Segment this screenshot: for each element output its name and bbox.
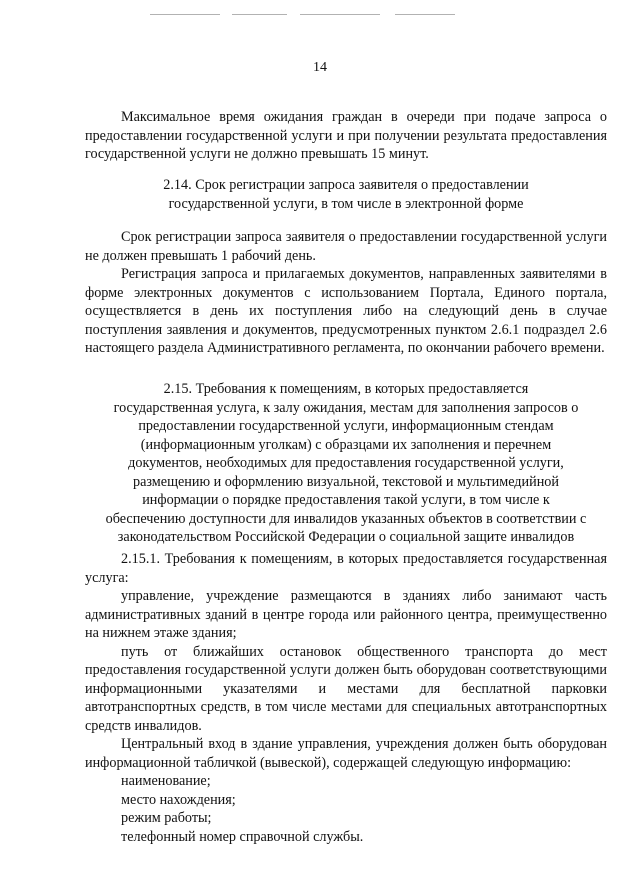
heading-line: документов, необходимых для предоставления государственной услуги,: [128, 455, 564, 471]
paragraph: Регистрация запроса и прилагаемых документов, направленных заявителями в форме электронных документов с использованием Портала, Единого портала, осуществляется в день их поступления либо на следующий день в случае поступления заявления и документов, предусмотренных пунктом 2.6.1 подраздел 2.6 настоящего раздела Административного регламента, по окончании рабочего времени.: [85, 266, 607, 356]
section-2-15-body: [85, 550, 607, 846]
heading-line: (информационным уголкам) с образцами их заполнения и перечнем: [140, 436, 552, 453]
list-item: наименование;: [121, 773, 211, 789]
paragraph: Центральный вход в здание управления, учреждения должен быть оборудован информационной табличкой (вывеской), содержащей следующую информацию:: [85, 736, 607, 771]
paragraph: путь от ближайших остановок общественного транспорта до мест предоставления государственной услуги должен быть оборудован соответствующими информационными указателями и местами для бесплатной парковки автотранспортных средств, в том числе местами для специальных автотранспортных средств инвалидов.: [85, 643, 607, 734]
heading-line: государственная услуга, к залу ожидания, местам для заполнения запросов о: [113, 399, 579, 416]
scan-artifact-line: [0, 14, 640, 20]
list-item: телефонный номер справочной службы.: [121, 828, 364, 845]
heading-line: размещению и оформлению визуальной, текстовой и мультимедийной: [133, 473, 559, 490]
list-item: место нахождения;: [121, 791, 236, 808]
heading-line: 2.15. Требования к помещениям, в которых предоставляется: [163, 381, 529, 397]
section-heading-2-15: [85, 380, 607, 547]
heading-line: информации о порядке предоставления такой услуги, в том числе к: [142, 492, 550, 508]
paragraph: Максимальное время ожидания граждан в очереди при подаче запроса о предоставлении государственной услуги и при получении результата предоставления государственной услуги не должно превышать 15 минут.: [85, 109, 607, 162]
page-number: 14: [313, 60, 327, 75]
paragraph: 2.15.1. Требования к помещениям, в которых предоставляется государственная услуга:: [85, 551, 607, 586]
paragraph: Срок регистрации запроса заявителя о предоставлении государственной услуги не должен превышать 1 рабочий день.: [85, 229, 607, 264]
heading-line: предоставлении государственной услуги, информационным стендам: [138, 418, 554, 434]
section-2-14-body: [85, 228, 607, 358]
list-item: режим работы;: [121, 810, 212, 826]
paragraph: управление, учреждение размещаются в зданиях либо занимают часть административных зданий в центре города или районного центра, преимущественно на нижнем этаже здания;: [85, 588, 607, 641]
heading-line: государственной услуги, в том числе в электронной форме: [168, 195, 524, 212]
heading-line: обеспечению доступности для инвалидов указанных объектов в соответствии с: [105, 510, 587, 527]
intro-block: [85, 108, 607, 164]
section-heading-2-14: [85, 176, 607, 213]
heading-line: законодательством Российской Федерации о социальной защите инвалидов: [117, 529, 575, 545]
heading-line: 2.14. Срок регистрации запроса заявителя о предоставлении: [163, 177, 529, 193]
